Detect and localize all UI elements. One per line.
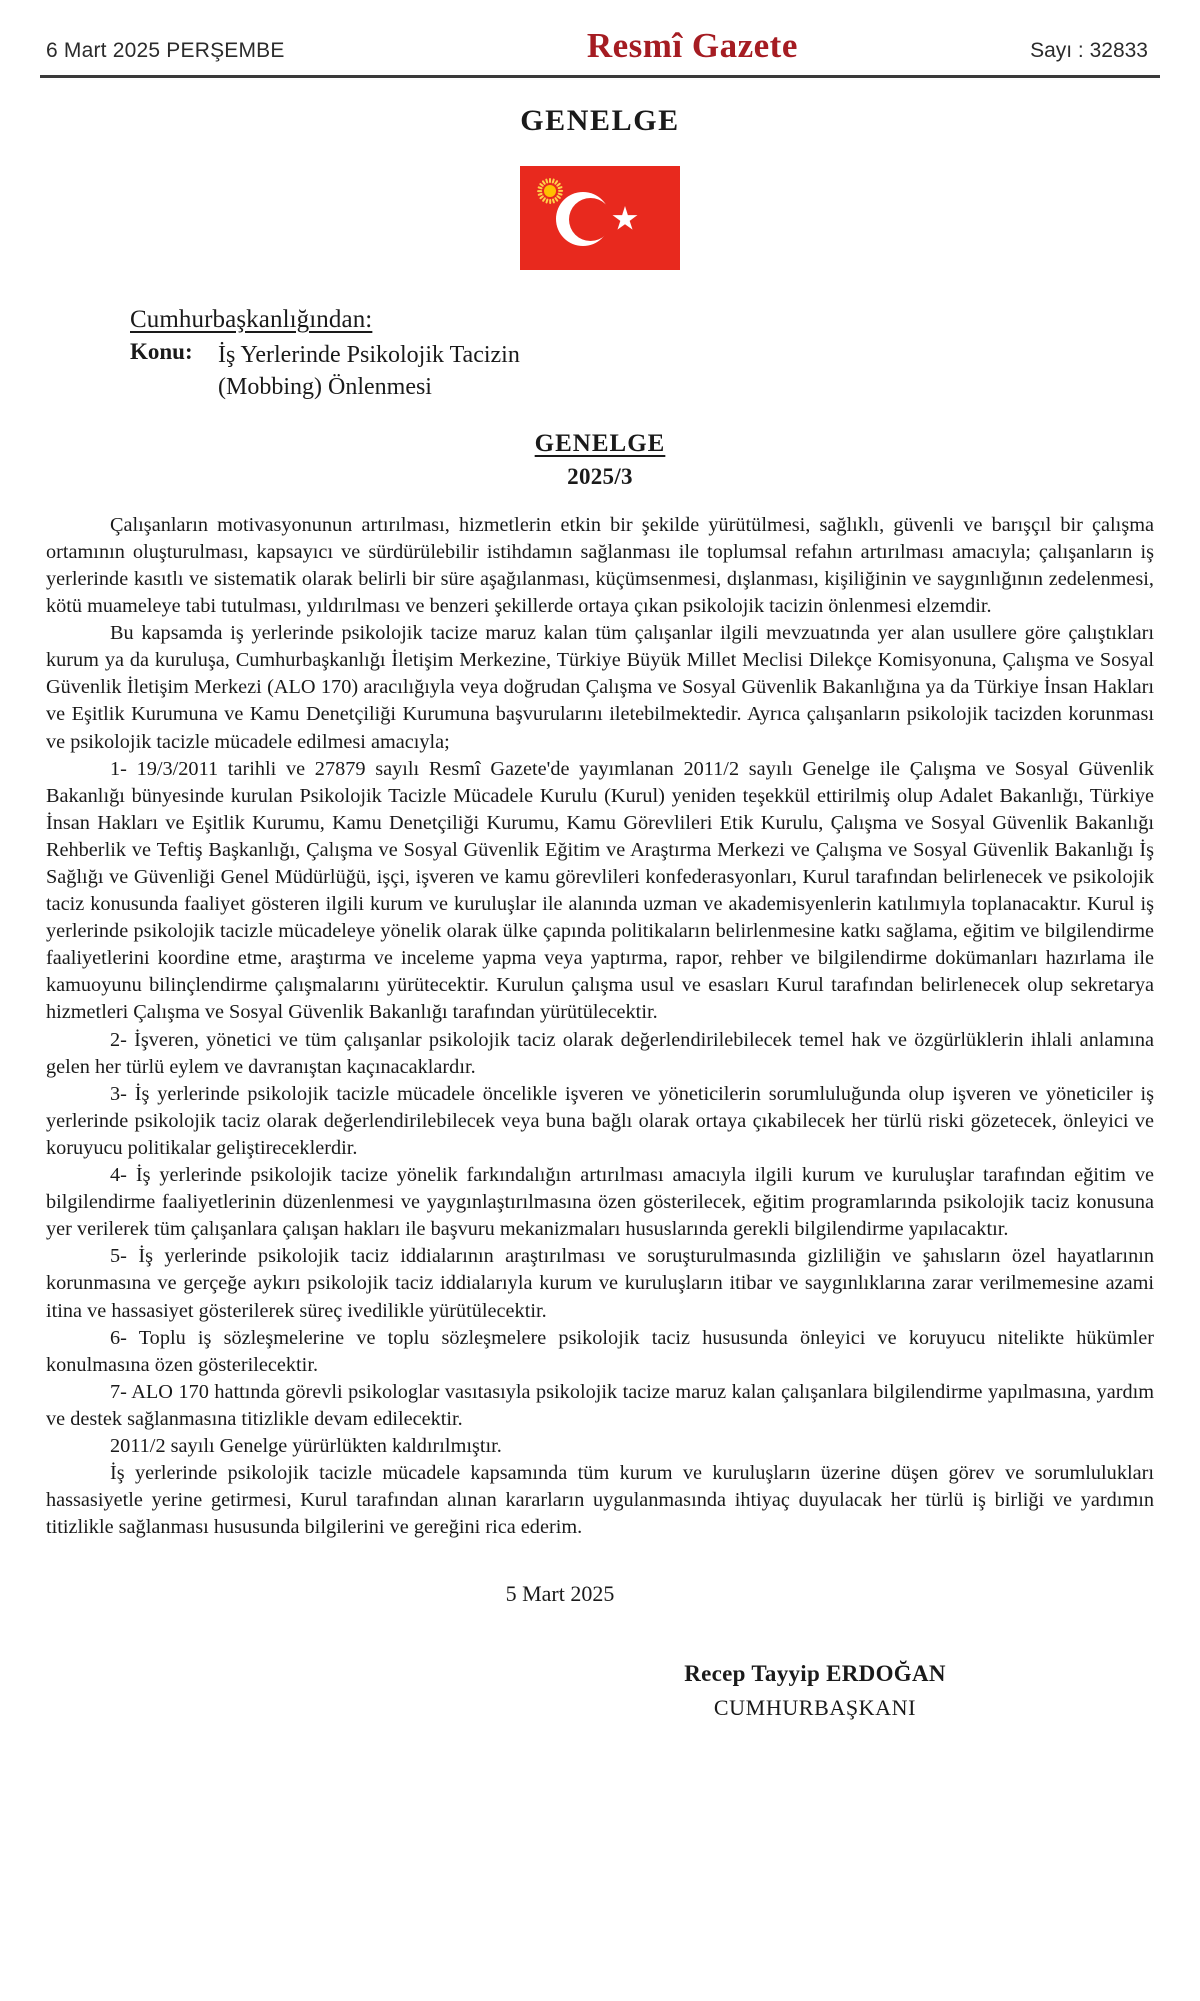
circular-word: GENELGE <box>534 429 666 457</box>
circular-body <box>46 512 1154 1542</box>
body-paragraph: 4- İş yerlerinde psikolojik tacize yönelik farkındalığın artırılması amacıyla ilgili kurum ve kuruluşlar tarafından eğitim ve bilgilendirme faaliyetlerinin düzenlenmesi ve yaygınlaştırılmasına özen gösterilecek, eğitim programlarında psikolojik taciz konusuna yer verilerek tüm çalışanlara çalışan hakları ile başvuru mekanizmaları hususlarında gerekli bilgilendirme yapılacaktır. <box>46 1164 1154 1241</box>
body-paragraph: 3- İş yerlerinde psikolojik tacizle mücadele öncelikle işveren ve yöneticilerin sorumluluğunda olup işveren ve yöneticiler iş yerlerinde psikolojik taciz olarak değerlendirilebilecek veya buna bağlı olarak ortaya çıkabilecek her türlü riski gözetecek, önleyici ve koruyucu politikalar geliştireceklerdir. <box>46 1082 1154 1159</box>
body-paragraph: İş yerlerinde psikolojik tacizle mücadele kapsamında tüm kurum ve kuruluşların üzerine düşen görev ve sorumlulukları hassasiyetle yerine getirmesi, Kurul tarafından alınan kararların uygulanmasında ihtiyaç duyulacak her türlü iş birliği ve yardımın titizlikle sağlanması hususunda bilgilerini ve gereğini rica ederim. <box>46 1462 1154 1539</box>
body-paragraph: Çalışanların motivasyonunun artırılması, hizmetlerin etkin bir şekilde yürütülmesi, sağlıklı, güvenli ve barışçıl bir çalışma ortamının oluşturulması, kapsayıcı ve sürdürülebilir istihdamın sağlanması ile toplumsal refahın artırılması amacıyla; çalışanların iş yerlerinde kasıtlı ve sistematik olarak belirli bir süre aşağılanması, küçümsenmesi, dışlanması, kişiliğinin ve saygınlığının zedelenmesi, kötü muameleye tabi tutulması, yıldırılması ve benzeri şekillerde ortaya çıkan psikolojik tacizin önlenmesi elzemdir. <box>46 513 1154 618</box>
turkish-flag-icon <box>520 166 680 270</box>
signatory-name: Recep Tayyip ERDOĞAN <box>684 1661 946 1687</box>
subject-row <box>130 339 1200 404</box>
issuing-authority: Cumhurbaşkanlığından: <box>130 306 373 333</box>
subject-value <box>218 339 520 404</box>
subject-label: Konu: <box>130 339 193 364</box>
signature-block <box>0 1661 1200 1721</box>
body-paragraph: 6- Toplu iş sözleşmelerine ve toplu sözleşmelere psikolojik taciz hususunda önleyici ve koruyucu nitelikte hükümler konulmasına özen gösterilecektir. <box>46 1326 1154 1376</box>
sun-core <box>544 185 556 197</box>
masthead-divider <box>40 75 1160 78</box>
crescent-inner-cut <box>569 198 612 241</box>
body-paragraph: 2011/2 sayılı Genelge yürürlükten kaldırılmıştır. <box>110 1434 502 1457</box>
signature-date: 5 Mart 2025 <box>505 1581 615 1607</box>
signatory-role: CUMHURBAŞKANI <box>713 1695 917 1721</box>
subject-line-2: (Mobbing) Önlenmesi <box>218 374 432 401</box>
circular-number: 2025/3 <box>567 463 633 489</box>
sun-emblem-icon <box>537 178 563 204</box>
body-paragraph: 7- ALO 170 hattında görevli psikologlar vasıtasıyla psikolojik tacize maruz kalan çalışanlara bilgilendirme yapılmasına, yardım ve destek sağlanmasına titizlikle devam edilecektir. <box>46 1380 1154 1430</box>
body-paragraph: 1- 19/3/2011 tarihli ve 27879 sayılı Resmî Gazete'de yayımlanan 2011/2 sayılı Genelge ile Çalışma ve Sosyal Güvenlik Bakanlığı bünyesinde kurulan Psikolojik Tacizle Mücadele Kurulu (Kurul) yeniden teşekkül ettirilmiş olup Adalet Bakanlığı, Türkiye İnsan Hakları ve Eşitlik Kurumu, Kamu Denetçiliği Kurumu, Kamu Görevlileri Etik Kurulu, Çalışma ve Sosyal Güvenlik Bakanlığı Rehberlik ve Teftiş Başkanlığı, Çalışma ve Sosyal Güvenlik Eğitim ve Araştırma Merkezi ve Çalışma ve Sosyal Güvenlik Bakanlığı İş Sağlığı ve Güvenliği Genel Müdürlüğü, işçi, işveren ve kamu görevlileri konfederasyonları, Kurul tarafından belirlenecek ve psikolojik taciz konusunda faaliyet gösteren ilgili kurum ve kuruluşlar ile alanında uzman ve akademisyenlerin katılımıyla toplanacaktır. Kurul iş yerlerinde psikolojik tacizle mücadeleye yönelik olarak ülke çapında politikaların belirlenmesine katkı sağlama, eğitim ve bilgilendirme faaliyetlerini koordine etme, araştırma ve inceleme yapma veya yaptırma, rapor, rehber ve bilgilendirme dokümanları hazırlama ile kamuoyunu bilinçlendirme çalışmalarını yürütecektir. Kurulun çalışma usul ve esasları Kurul tarafından belirlenecek olup sekretarya hizmetleri Çalışma ve Sosyal Güvenlik Bakanlığı tarafından yürütülecektir. <box>46 757 1154 1024</box>
issuer-block <box>130 306 1200 404</box>
flag-container <box>0 166 1200 270</box>
body-paragraph: 5- İş yerlerinde psikolojik taciz iddialarının araştırılması ve soruşturulmasında gizliliğin ve şahısların özel hayatlarının korunmasına ve gerçeğe aykırı psikolojik taciz iddialarıyla kurum ve kuruluşların itibar ve saygınlıklarına zarar verilmemesine azami itina ve hassasiyet gösterilerek süreç ivedilikle yürütülecektir. <box>46 1245 1154 1322</box>
masthead-issue-number: Sayı : 32833 <box>1030 39 1148 62</box>
body-paragraph: Bu kapsamda iş yerlerinde psikolojik tacize maruz kalan tüm çalışanlar ilgili mevzuatında yer alan usullere göre çalıştıkları kurum ya da kuruluşa, Cumhurbaşkanlığı İletişim Merkezine, Türkiye Büyük Millet Meclisi Dilekçe Komisyonuna, Çalışma ve Sosyal Güvenlik İletişim Merkezi (ALO 170) aracılığıyla veya doğrudan Çalışma ve Sosyal Güvenlik Bakanlığına ya da Türkiye İnsan Hakları ve Eşitlik Kurumuna ve Kamu Denetçiliği Kurumuna başvurularını iletebilmektedir. Ayrıca çalışanların psikolojik tacizden korunması ve psikolojik tacizle mücadele edilmesi amacıyla; <box>46 622 1154 753</box>
circular-title-block <box>0 430 1200 490</box>
masthead <box>0 0 1200 66</box>
body-paragraph: 2- İşveren, yönetici ve tüm çalışanlar psikolojik taciz olarak değerlendirilebilecek temel hak ve özgürlüklerin ihlali anlamına gelen her türlü eylem ve davranıştan kaçınacaklardır. <box>46 1028 1154 1078</box>
document-type-heading: GENELGE <box>520 104 680 137</box>
gazette-title: Resmî Gazete <box>586 26 798 65</box>
star-icon <box>612 206 638 232</box>
masthead-date: 6 Mart 2025 PERŞEMBE <box>46 39 285 62</box>
subject-line-1: İş Yerlerinde Psikolojik Tacizin <box>218 342 520 368</box>
